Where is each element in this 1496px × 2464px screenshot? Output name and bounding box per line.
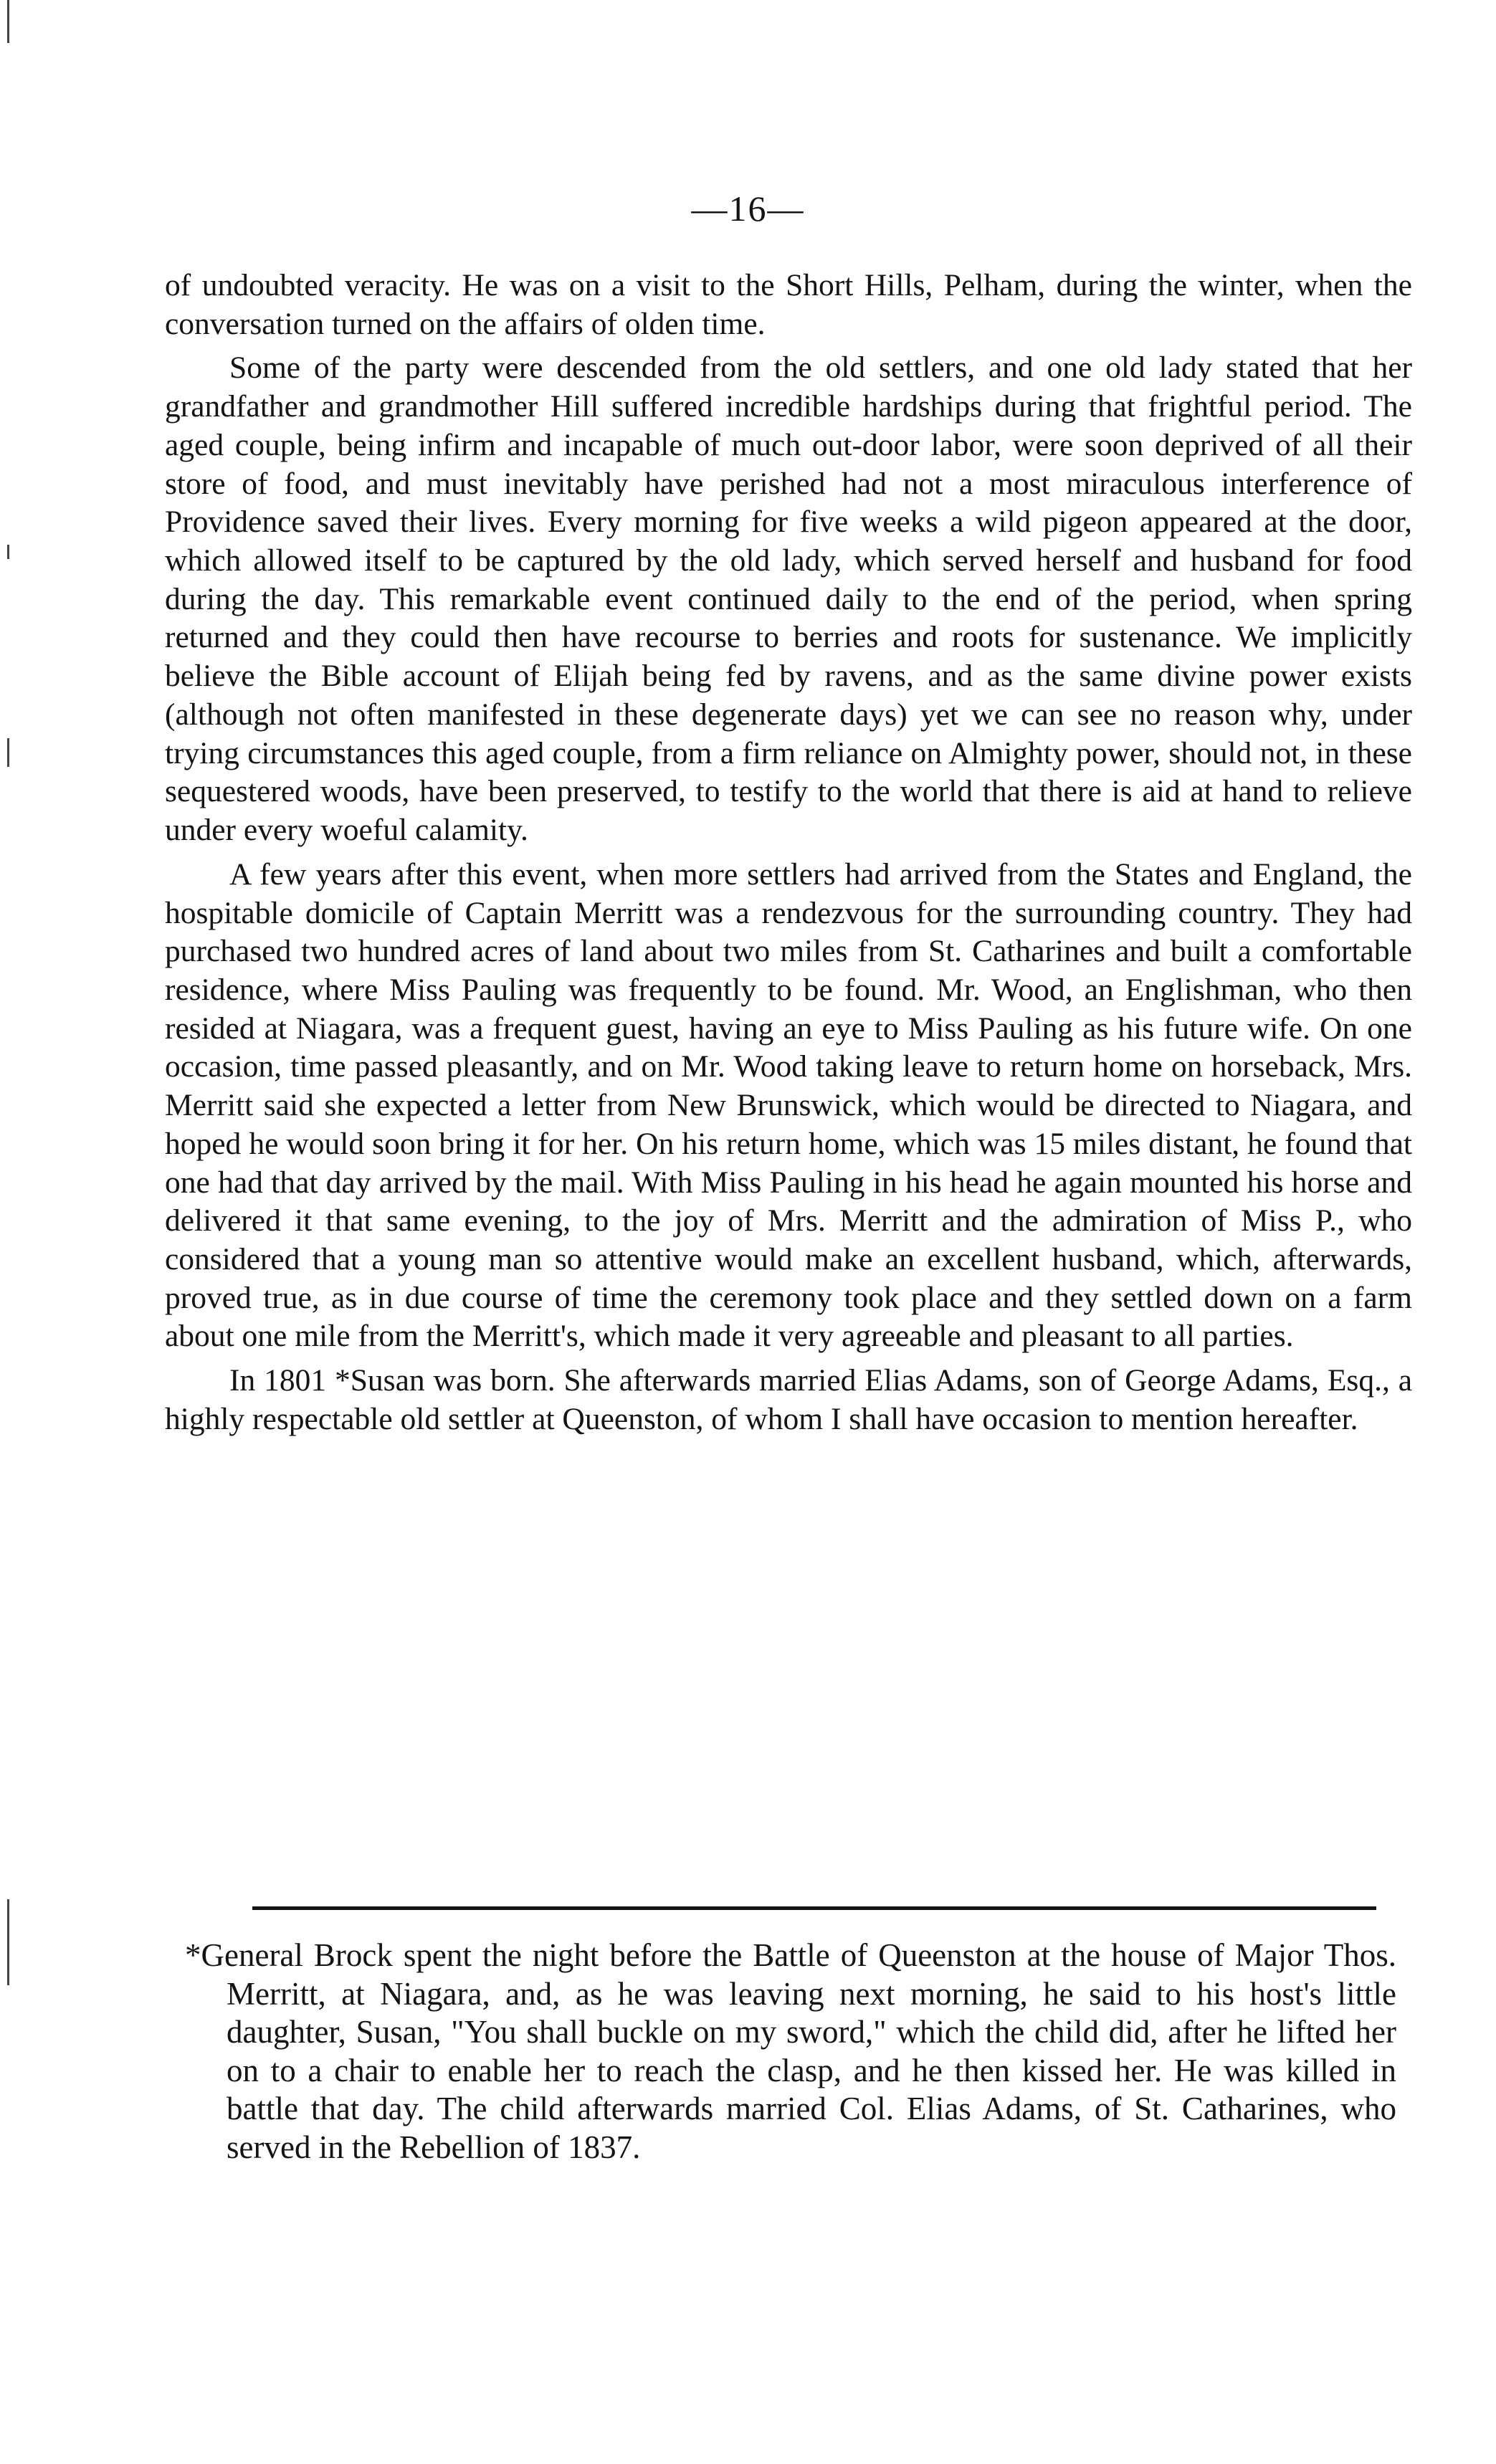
footnote-divider (252, 1906, 1376, 1910)
paragraph: of undoubted veracity. He was on a visit to the Short Hills, Pelham, during the winter, when the conversation turned on the affairs of olden time. (165, 268, 1412, 341)
scan-margin-mark (7, 738, 9, 767)
scan-margin-mark (7, 0, 9, 43)
paragraph: A few years after this event, when more settlers had arrived from the States and England, the hospitable domicile of Captain Merritt was a rendezvous for the surrounding country. They had purchased two hundred acres of land about two miles from St. Catharines and built a comfortable residence, where Miss Pauling was frequently to be found. Mr. Wood, an Englishman, who then resided at Niagara, was a frequent guest, having an eye to Miss Pauling as his future wife. On one occasion, time passed pleasantly, and on Mr. Wood taking leave to return home on horseback, Mrs. Merritt said she expected a letter from New Brunswick, which would be directed to Niagara, and hoped he would soon bring it for her. On his return home, which was 15 miles distant, he found that one had that day arrived by the mail. With Miss Pauling in his head he again mounted his horse and delivered it that same evening, to the joy of Mrs. Merritt and the admiration of Miss P., who considered that a young man so attentive would make an excellent husband, which, afterwards, proved true, as in due course of time the ceremony took place and they settled down on a farm about one mile from the Merritt's, which made it very agreeable and pleasant to all parties. (165, 856, 1412, 1354)
paragraph: Some of the party were descended from the old settlers, and one old lady stated that her grandfather and grandmother Hill suffered incredible hardships during that frightful period. The aged couple, being infirm and incapable of much out-door labor, were soon deprived of all their store of food, and must inevitably have perished had not a most miraculous interference of Providence saved their lives. Every morning for five weeks a wild pigeon appeared at the door, which allowed itself to be captured by the old lady, which served herself and husband for food during the day. This remarkable event continued daily to the end of the period, when spring returned and they could then have recourse to berries and roots for sustenance. We implicitly believe the Bible account of Elijah being fed by ravens, and as the same divine power exists (although not often manifested in these degenerate days) yet we can see no reason why, under trying circumstances this aged couple, from a firm reliance on Almighty power, should not, in these sequestered woods, have been preserved, to testify to the world that there is aid at hand to relieve under every woeful calamity. (165, 350, 1412, 848)
scan-margin-mark (7, 545, 9, 559)
main-text (165, 267, 1412, 1445)
footnote: *General Brock spent the night before the Battle of Queenston at the house of Major Thos. Merritt, at Niagara, and, as he was leaving next morning, he said to his host's little daughter, Susan, "You shall buckle on my sword," which the child did, after he lifted her on to a chair to enable her to reach the clasp, and he then kissed her. He was killed in battle that day. The child afterwards married Col. Elias Adams, of St. Catharines, who served in the Rebellion of 1837. (185, 1937, 1396, 2165)
paragraph: In 1801 *Susan was born. She afterwards married Elias Adams, son of George Adams, Esq., a highly respectable old settler at Queenston, of whom I shall have occasion to mention hereafter. (165, 1363, 1412, 1436)
scan-margin-mark (7, 1899, 9, 1985)
page-number: —16— (691, 188, 805, 229)
